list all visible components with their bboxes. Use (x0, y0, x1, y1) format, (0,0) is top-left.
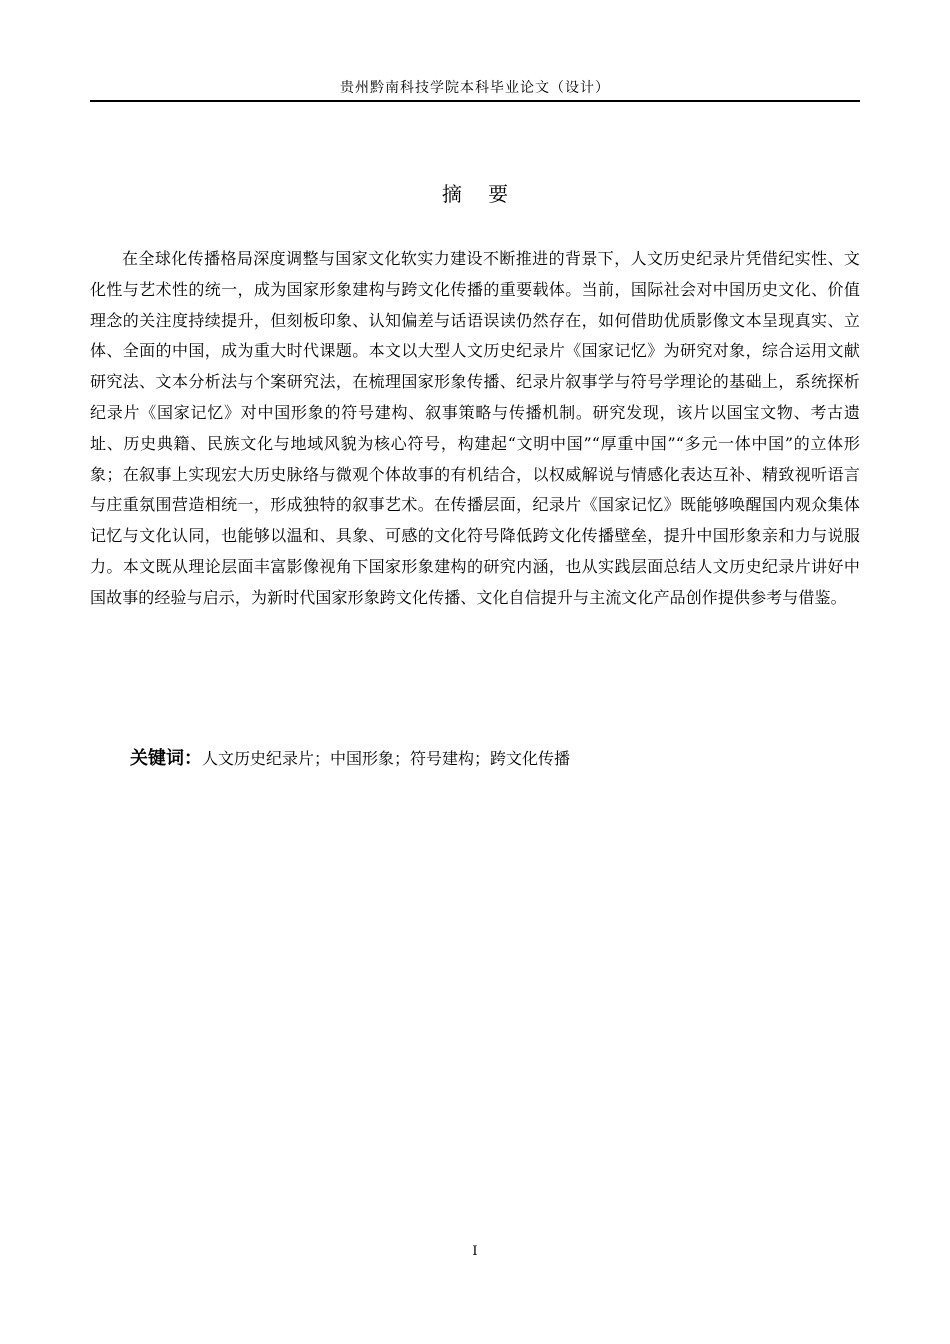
keywords-line (130, 744, 860, 774)
page-number: I (472, 1244, 478, 1259)
abstract-title: 摘 要 (441, 182, 509, 206)
abstract-paragraph: 在全球化传播格局深度调整与国家文化软实力建设不断推进的背景下，人文历史纪录片凭借纪实性、文化性与艺术性的统一，成为国家形象建构与跨文化传播的重要载体。当前，国际社会对中国历史文化、价值理念的关注度持续提升，但刻板印象、认知偏差与话语误读仍然存在，如何借助优质影像文本呈现真实、立体、全面的中国，成为重大时代课题。本文以大型人文历史纪录片《国家记忆》为研究对象，综合运用文献研究法、文本分析法与个案研究法，在梳理国家形象传播、纪录片叙事学与符号学理论的基础上，系统探析纪录片《国家记忆》对中国形象的符号建构、叙事策略与传播机制。研究发现，该片以国宝文物、考古遗址、历史典籍、民族文化与地域风貌为核心符号，构建起“文明中国”“厚重中国”“多元一体中国”的立体形象；在叙事上实现宏大历史脉络与微观个体故事的有机结合，以权威解说与情感化表达互补、精致视听语言与庄重氛围营造相统一，形成独特的叙事艺术。在传播层面，纪录片《国家记忆》既能够唤醒国内观众集体记忆与文化认同，也能够以温和、具象、可感的文化符号降低跨文化传播壁垒，提升中国形象亲和力与说服力。本文既从理论层面丰富影像视角下国家形象建构的研究内涵，也从实践层面总结人文历史纪录片讲好中国故事的经验与启示，为新时代国家形象跨文化传播、文化自信提升与主流文化产品创作提供参考与借鉴。 (90, 249, 860, 607)
running-header: 贵州黔南科技学院本科毕业论文（设计） (340, 80, 610, 96)
keywords-value: 人文历史纪录片；中国形象；符号建构；跨文化传播 (202, 749, 571, 768)
header-divider (90, 100, 860, 102)
keywords-label: 关键词： (130, 748, 202, 769)
